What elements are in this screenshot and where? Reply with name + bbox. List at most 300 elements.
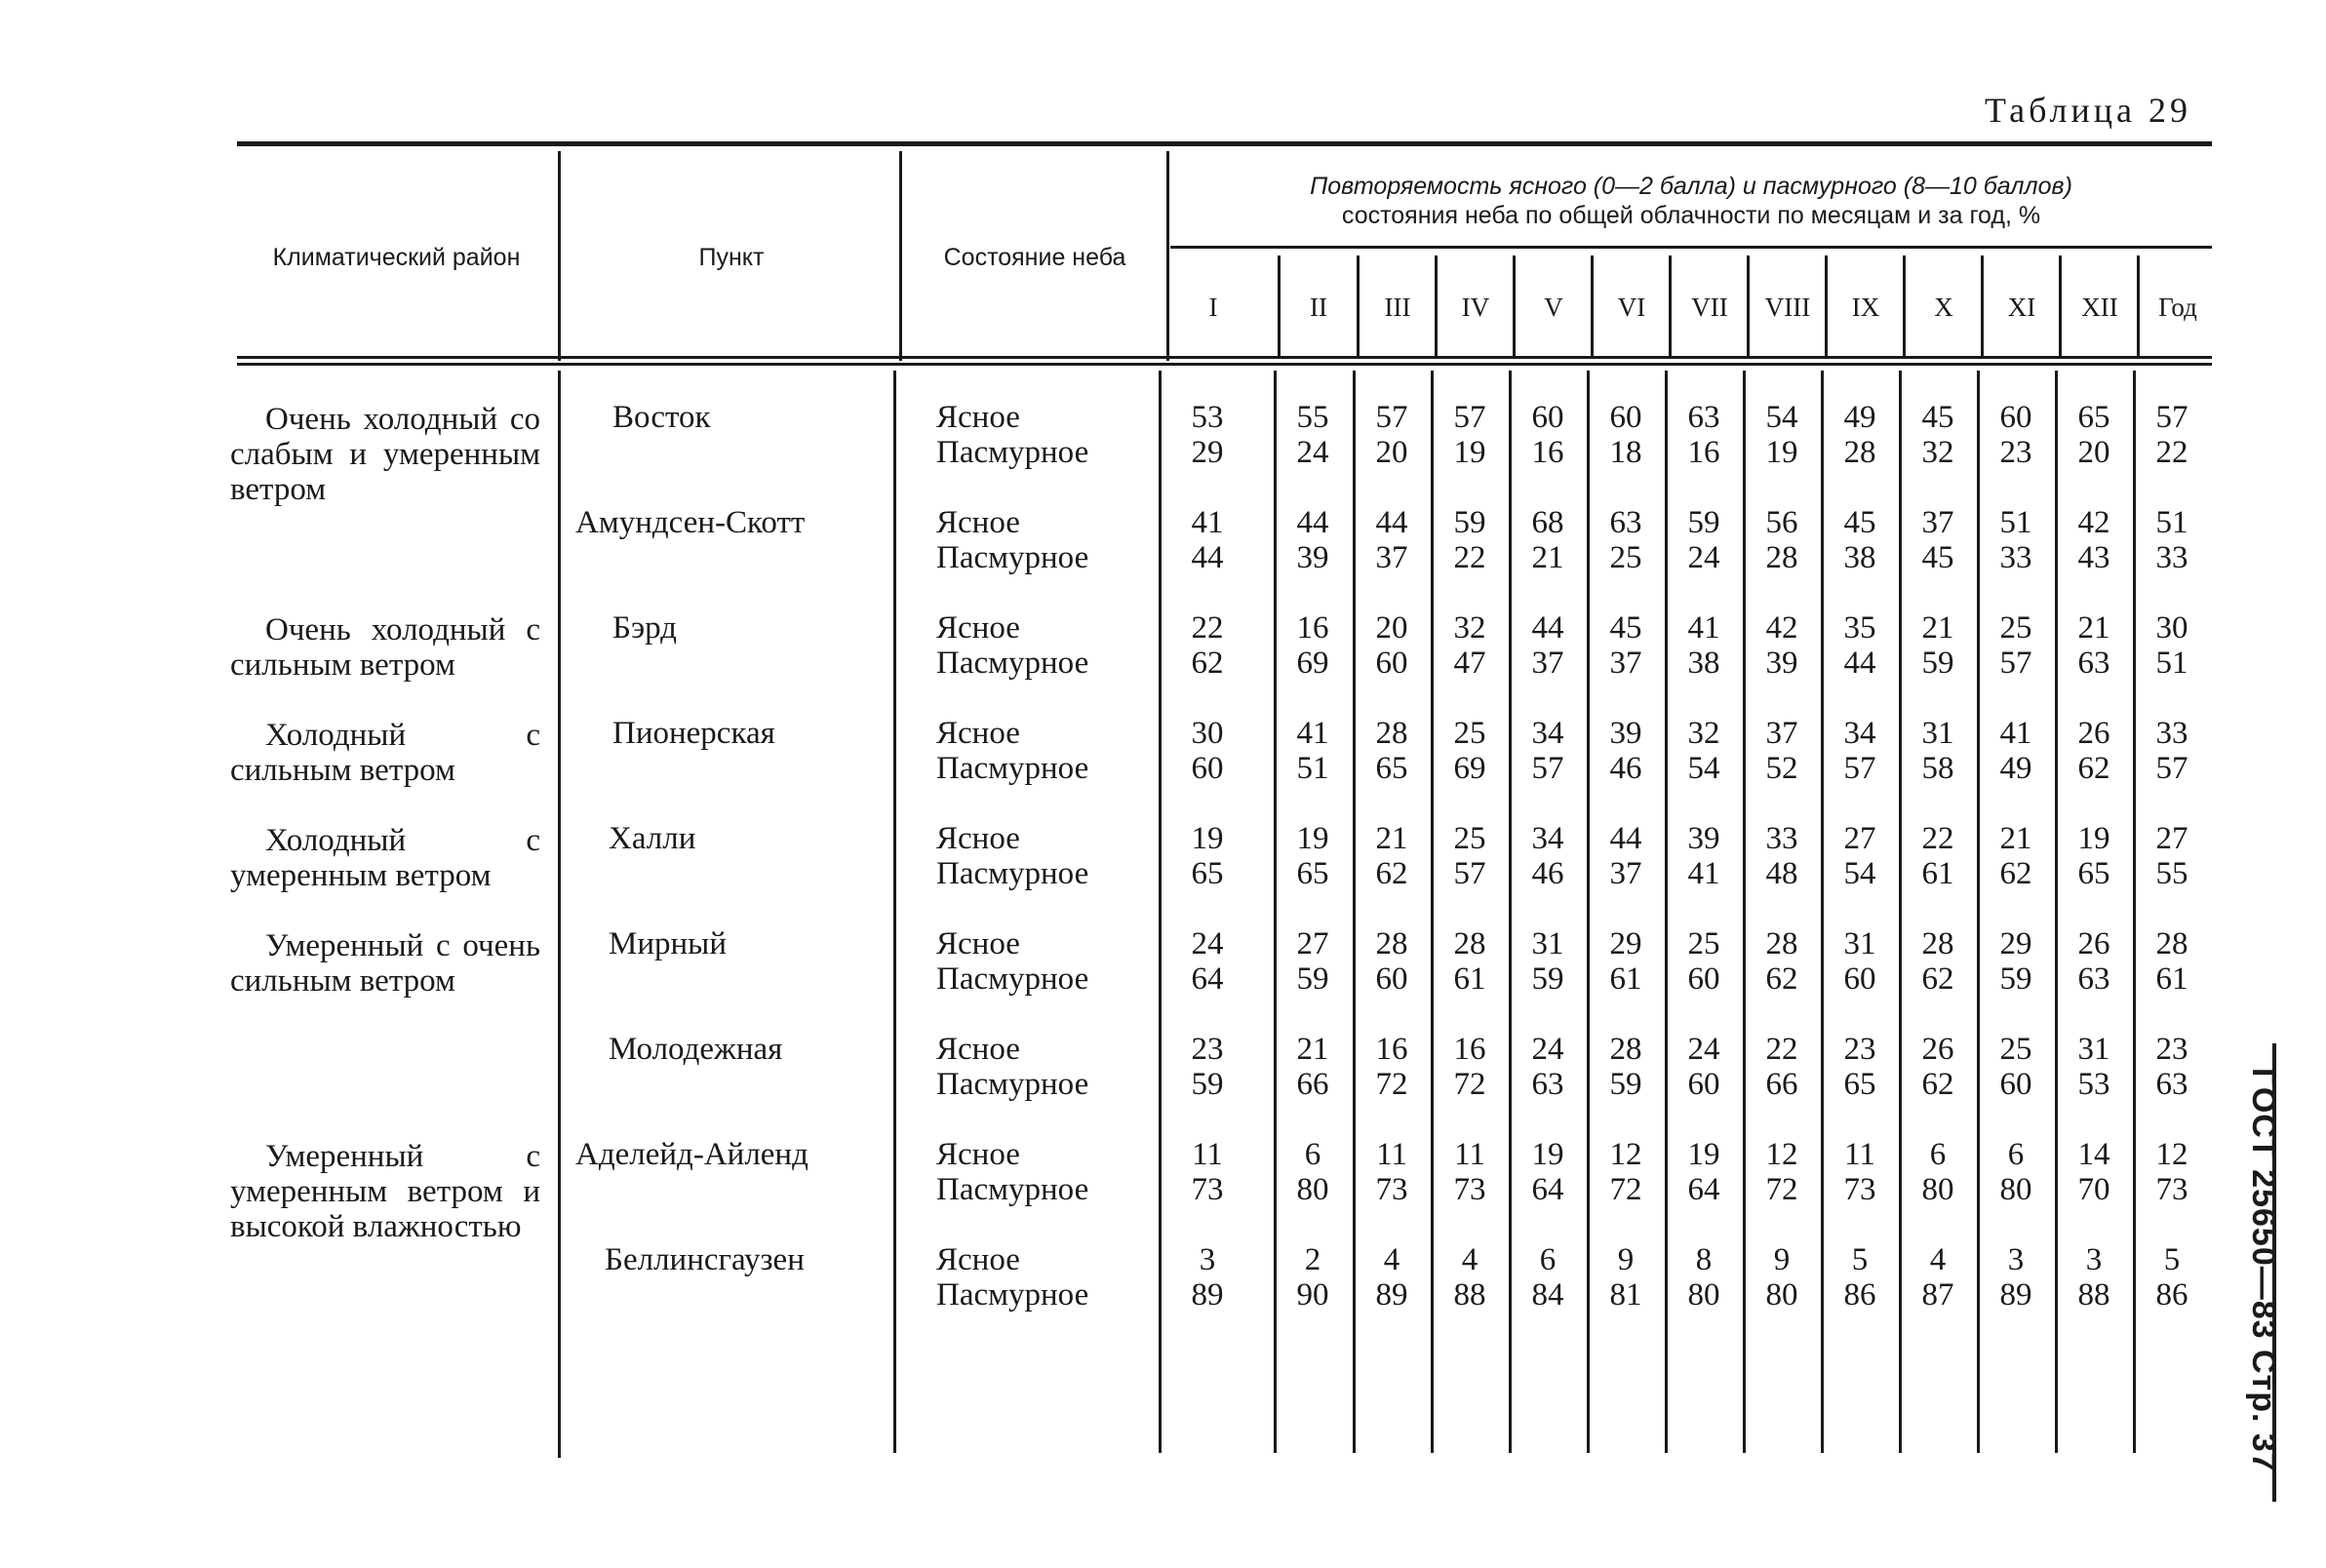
overcast-value: 66 [1765, 1067, 1798, 1102]
overcast-value: 65 [1843, 1067, 1876, 1102]
clear-value: 31 [2077, 1032, 2110, 1067]
clear-value: 11 [1192, 1137, 1223, 1172]
clear-value: 35 [1843, 610, 1876, 646]
overcast-value: 37 [1531, 646, 1564, 681]
overcast-value: 20 [2077, 435, 2110, 470]
clear-value: 16 [1296, 610, 1329, 646]
overcast-value: 24 [1296, 435, 1329, 470]
clear-value: 34 [1531, 716, 1564, 751]
overcast-value: 22 [1453, 540, 1486, 575]
clear-value: 4 [1461, 1242, 1478, 1277]
overcast-value: 57 [2155, 751, 2188, 786]
body-month-divider [1899, 371, 1902, 1453]
clear-value: 57 [1375, 400, 1408, 435]
overcast-value: 39 [1765, 646, 1798, 681]
month-header-divider [1513, 255, 1516, 358]
month-header-10: X [1934, 293, 1953, 322]
overcast-value: 72 [1453, 1067, 1486, 1102]
clear-value: 37 [1765, 716, 1798, 751]
overcast-value: 47 [1453, 646, 1486, 681]
overcast-value: 24 [1687, 540, 1720, 575]
overcast-value: 61 [2155, 961, 2188, 997]
clear-value: 25 [1999, 1032, 2032, 1067]
month-header-6: VI [1617, 293, 1646, 322]
header-station: Пункт [698, 244, 765, 271]
clear-value: 41 [1191, 505, 1224, 540]
clear-value: 19 [1191, 821, 1224, 856]
clear-value: 60 [1609, 400, 1642, 435]
overcast-value: 55 [2155, 856, 2188, 891]
overcast-value: 57 [1453, 856, 1486, 891]
clear-value: 57 [1453, 400, 1486, 435]
clear-value: 59 [1453, 505, 1486, 540]
month-header-divider [1747, 255, 1750, 358]
clear-value: 41 [1296, 716, 1329, 751]
station-name: Молодежная [609, 1032, 783, 1067]
overcast-value: 52 [1765, 751, 1798, 786]
month-header-divider [1903, 255, 1906, 358]
clear-value: 3 [1199, 1242, 1216, 1277]
clear-value: 25 [1687, 926, 1720, 961]
overcast-value: 16 [1687, 435, 1720, 470]
clear-value: 23 [1191, 1032, 1224, 1067]
clear-value: 3 [2085, 1242, 2103, 1277]
station-name: Амундсен-Скотт [575, 505, 806, 540]
overcast-value: 61 [1453, 961, 1486, 997]
overcast-value: 41 [1687, 856, 1720, 891]
overcast-value: 62 [1765, 961, 1798, 997]
clear-value: 44 [1609, 821, 1642, 856]
state-clear: Ясное [936, 1137, 1020, 1172]
overcast-value: 62 [2077, 751, 2110, 786]
overcast-value: 37 [1375, 540, 1408, 575]
clear-value: 19 [2077, 821, 2110, 856]
clear-value: 2 [1304, 1242, 1321, 1277]
overcast-value: 88 [2077, 1277, 2110, 1313]
overcast-value: 37 [1609, 646, 1642, 681]
clear-value: 25 [1453, 821, 1486, 856]
clear-value: 22 [1191, 610, 1224, 646]
clear-value: 34 [1531, 821, 1564, 856]
clear-value: 6 [2007, 1137, 2025, 1172]
overcast-value: 16 [1531, 435, 1564, 470]
month-header-divider [1435, 255, 1438, 358]
overcast-value: 60 [1375, 646, 1408, 681]
overcast-value: 44 [1191, 540, 1224, 575]
overcast-value: 80 [1296, 1172, 1329, 1207]
clear-value: 60 [1531, 400, 1564, 435]
header-frequency-line2: состояния неба по общей облачности по месяцам и за год, % [1341, 202, 2041, 229]
overcast-value: 66 [1296, 1067, 1329, 1102]
month-header-5: V [1544, 293, 1563, 322]
header-bottom-rule-1 [237, 356, 2212, 359]
clear-value: 44 [1296, 505, 1329, 540]
clear-value: 28 [2155, 926, 2188, 961]
state-clear: Ясное [936, 926, 1020, 961]
clear-value: 11 [1844, 1137, 1875, 1172]
overcast-value: 54 [1687, 751, 1720, 786]
clear-value: 37 [1921, 505, 1954, 540]
clear-value: 28 [1375, 926, 1408, 961]
overcast-value: 39 [1296, 540, 1329, 575]
overcast-value: 73 [1453, 1172, 1486, 1207]
overcast-value: 80 [1921, 1172, 1954, 1207]
clear-value: 16 [1375, 1032, 1408, 1067]
overcast-value: 33 [2155, 540, 2188, 575]
clear-value: 56 [1765, 505, 1798, 540]
overcast-value: 81 [1609, 1277, 1642, 1313]
clear-value: 14 [2077, 1137, 2110, 1172]
clear-value: 6 [1539, 1242, 1557, 1277]
clear-value: 68 [1531, 505, 1564, 540]
state-overcast: Пасмурное [936, 1172, 1089, 1207]
header-bottom-rule-2 [237, 363, 2212, 366]
state-clear: Ясное [936, 610, 1020, 646]
clear-value: 26 [2077, 926, 2110, 961]
overcast-value: 38 [1687, 646, 1720, 681]
header-frequency-line1: Повторяемость ясного (0—2 балла) и пасмурного (8—10 баллов) [1310, 173, 2072, 200]
clear-value: 21 [1999, 821, 2032, 856]
clear-value: 33 [1765, 821, 1798, 856]
month-header-12: XII [2081, 293, 2118, 322]
clear-value: 4 [1383, 1242, 1400, 1277]
overcast-value: 69 [1296, 646, 1329, 681]
clear-value: 12 [1609, 1137, 1642, 1172]
month-header-2: II [1310, 293, 1327, 322]
overcast-value: 59 [1531, 961, 1564, 997]
month-header-7: VII [1691, 293, 1728, 322]
clear-value: 32 [1687, 716, 1720, 751]
clear-value: 9 [1617, 1242, 1635, 1277]
clear-value: 24 [1531, 1032, 1564, 1067]
col-divider-state [1166, 151, 1169, 361]
clear-value: 53 [1191, 400, 1224, 435]
region-cold-strong-wind: Холодный с сильным ветром [230, 718, 540, 788]
month-header-4: IV [1461, 293, 1490, 322]
header-region: Климатический район [272, 244, 521, 271]
overcast-value: 60 [1191, 751, 1224, 786]
month-header-divider [1825, 255, 1828, 358]
body-month-divider [1665, 371, 1668, 1453]
overcast-value: 60 [1999, 1067, 2032, 1102]
overcast-value: 73 [2155, 1172, 2188, 1207]
overcast-value: 57 [1843, 751, 1876, 786]
overcast-value: 80 [1765, 1277, 1798, 1313]
overcast-value: 33 [1999, 540, 2032, 575]
header-sky-state: Состояние неба [943, 244, 1126, 271]
col-divider-region [558, 151, 561, 361]
overcast-value: 65 [2077, 856, 2110, 891]
station-name: Беллинсгаузен [605, 1242, 805, 1277]
overcast-value: 59 [1921, 646, 1954, 681]
clear-value: 28 [1375, 716, 1408, 751]
overcast-value: 43 [2077, 540, 2110, 575]
overcast-value: 60 [1375, 961, 1408, 997]
month-header-divider [1669, 255, 1672, 358]
overcast-value: 88 [1453, 1277, 1486, 1313]
overcast-value: 89 [1191, 1277, 1224, 1313]
clear-value: 60 [1999, 400, 2032, 435]
region-cold-moderate-wind: Холодный с умеренным ветром [230, 823, 540, 893]
clear-value: 42 [1765, 610, 1798, 646]
clear-value: 11 [1376, 1137, 1407, 1172]
overcast-value: 73 [1191, 1172, 1224, 1207]
overcast-value: 38 [1843, 540, 1876, 575]
clear-value: 21 [1296, 1032, 1329, 1067]
overcast-value: 73 [1843, 1172, 1876, 1207]
month-header-11: XI [2007, 293, 2036, 322]
month-header-divider [1278, 255, 1281, 358]
state-overcast: Пасмурное [936, 1277, 1089, 1313]
overcast-value: 45 [1921, 540, 1954, 575]
state-clear: Ясное [936, 821, 1020, 856]
clear-value: 19 [1296, 821, 1329, 856]
clear-value: 21 [1921, 610, 1954, 646]
col-divider-station [899, 151, 902, 361]
clear-value: 65 [2077, 400, 2110, 435]
station-name: Бэрд [612, 610, 677, 646]
clear-value: 16 [1453, 1032, 1486, 1067]
overcast-value: 58 [1921, 751, 1954, 786]
clear-value: 28 [1453, 926, 1486, 961]
header-subrule [1170, 246, 2212, 249]
overcast-value: 46 [1609, 751, 1642, 786]
clear-value: 41 [1687, 610, 1720, 646]
month-header-divider [1357, 255, 1360, 358]
clear-value: 27 [2155, 821, 2188, 856]
overcast-value: 80 [1687, 1277, 1720, 1313]
overcast-value: 65 [1375, 751, 1408, 786]
month-header-divider [1981, 255, 1984, 358]
overcast-value: 63 [2077, 646, 2110, 681]
clear-value: 9 [1773, 1242, 1791, 1277]
region-very-cold-weak-wind: Очень холодный со слабым и умеренным ветром [230, 402, 540, 507]
clear-value: 26 [1921, 1032, 1954, 1067]
state-overcast: Пасмурное [936, 961, 1089, 997]
clear-value: 39 [1687, 821, 1720, 856]
overcast-value: 69 [1453, 751, 1486, 786]
body-divider-state [1159, 371, 1162, 1453]
clear-value: 25 [1999, 610, 2032, 646]
clear-value: 5 [2163, 1242, 2181, 1277]
station-name: Пионерская [612, 716, 775, 751]
month-header-8: VIII [1764, 293, 1811, 322]
overcast-value: 70 [2077, 1172, 2110, 1207]
clear-value: 27 [1296, 926, 1329, 961]
month-header-9: IX [1851, 293, 1880, 322]
overcast-value: 64 [1531, 1172, 1564, 1207]
clear-value: 12 [2155, 1137, 2188, 1172]
overcast-value: 19 [1765, 435, 1798, 470]
clear-value: 30 [1191, 716, 1224, 751]
body-month-divider [1587, 371, 1590, 1453]
body-month-divider [1431, 371, 1434, 1453]
overcast-value: 59 [1609, 1067, 1642, 1102]
body-month-divider [2055, 371, 2058, 1453]
overcast-value: 22 [2155, 435, 2188, 470]
overcast-value: 73 [1375, 1172, 1408, 1207]
overcast-value: 90 [1296, 1277, 1329, 1313]
clear-value: 4 [1929, 1242, 1947, 1277]
body-month-divider [2133, 371, 2136, 1453]
clear-value: 32 [1453, 610, 1486, 646]
clear-value: 31 [1531, 926, 1564, 961]
month-header-divider [2059, 255, 2062, 358]
overcast-value: 87 [1921, 1277, 1954, 1313]
clear-value: 39 [1609, 716, 1642, 751]
overcast-value: 60 [1687, 961, 1720, 997]
clear-value: 51 [2155, 505, 2188, 540]
clear-value: 63 [1609, 505, 1642, 540]
clear-value: 49 [1843, 400, 1876, 435]
overcast-value: 32 [1921, 435, 1954, 470]
overcast-value: 54 [1843, 856, 1876, 891]
month-header-1: I [1208, 293, 1218, 322]
state-clear: Ясное [936, 716, 1020, 751]
clear-value: 44 [1375, 505, 1408, 540]
clear-value: 12 [1765, 1137, 1798, 1172]
overcast-value: 20 [1375, 435, 1408, 470]
overcast-value: 21 [1531, 540, 1564, 575]
clear-value: 28 [1765, 926, 1798, 961]
state-clear: Ясное [936, 1242, 1020, 1277]
station-name: Халли [609, 821, 696, 856]
clear-value: 26 [2077, 716, 2110, 751]
overcast-value: 61 [1921, 856, 1954, 891]
overcast-value: 63 [2155, 1067, 2188, 1102]
clear-value: 11 [1454, 1137, 1485, 1172]
overcast-value: 46 [1531, 856, 1564, 891]
clear-value: 63 [1687, 400, 1720, 435]
clear-value: 6 [1929, 1137, 1947, 1172]
overcast-value: 86 [1843, 1277, 1876, 1313]
overcast-value: 80 [1999, 1172, 2032, 1207]
overcast-value: 62 [1921, 961, 1954, 997]
region-moderate-humid: Умеренный с умеренным ветром и высокой влажностью [230, 1139, 540, 1244]
month-header-3: III [1384, 293, 1411, 322]
clear-value: 33 [2155, 716, 2188, 751]
clear-value: 41 [1999, 716, 2032, 751]
clear-value: 27 [1843, 821, 1876, 856]
clear-value: 28 [1609, 1032, 1642, 1067]
clear-value: 31 [1921, 716, 1954, 751]
overcast-value: 72 [1765, 1172, 1798, 1207]
region-very-cold-strong-wind: Очень холодный с сильным ветром [230, 612, 540, 683]
overcast-value: 28 [1843, 435, 1876, 470]
clear-value: 54 [1765, 400, 1798, 435]
overcast-value: 29 [1191, 435, 1224, 470]
overcast-value: 84 [1531, 1277, 1564, 1313]
clear-value: 45 [1921, 400, 1954, 435]
overcast-value: 65 [1191, 856, 1224, 891]
overcast-value: 62 [1191, 646, 1224, 681]
body-month-divider [1743, 371, 1746, 1453]
header-frequency [1170, 172, 2212, 230]
clear-value: 22 [1921, 821, 1954, 856]
state-overcast: Пасмурное [936, 856, 1089, 891]
body-month-divider [1509, 371, 1512, 1453]
overcast-value: 53 [2077, 1067, 2110, 1102]
overcast-value: 63 [2077, 961, 2110, 997]
overcast-value: 48 [1765, 856, 1798, 891]
body-month-divider [1821, 371, 1824, 1453]
clear-value: 23 [2155, 1032, 2188, 1067]
overcast-value: 62 [1375, 856, 1408, 891]
station-name: Мирный [609, 926, 727, 961]
overcast-value: 72 [1375, 1067, 1408, 1102]
state-overcast: Пасмурное [936, 1067, 1089, 1102]
clear-value: 8 [1695, 1242, 1713, 1277]
body-month-divider [1353, 371, 1356, 1453]
clear-value: 21 [1375, 821, 1408, 856]
overcast-value: 89 [1999, 1277, 2032, 1313]
clear-value: 30 [2155, 610, 2188, 646]
clear-value: 31 [1843, 926, 1876, 961]
overcast-value: 62 [1999, 856, 2032, 891]
clear-value: 44 [1531, 610, 1564, 646]
overcast-value: 57 [1999, 646, 2032, 681]
overcast-value: 60 [1843, 961, 1876, 997]
overcast-value: 18 [1609, 435, 1642, 470]
overcast-value: 89 [1375, 1277, 1408, 1313]
clear-value: 28 [1921, 926, 1954, 961]
state-overcast: Пасмурное [936, 751, 1089, 786]
overcast-value: 37 [1609, 856, 1642, 891]
overcast-value: 61 [1609, 961, 1642, 997]
clear-value: 45 [1609, 610, 1642, 646]
overcast-value: 72 [1609, 1172, 1642, 1207]
clear-value: 29 [1999, 926, 2032, 961]
clear-value: 24 [1191, 926, 1224, 961]
overcast-value: 60 [1687, 1067, 1720, 1102]
overcast-value: 23 [1999, 435, 2032, 470]
state-overcast: Пасмурное [936, 646, 1089, 681]
state-overcast: Пасмурное [936, 435, 1089, 470]
clear-value: 42 [2077, 505, 2110, 540]
overcast-value: 86 [2155, 1277, 2188, 1313]
state-overcast: Пасмурное [936, 540, 1089, 575]
state-clear: Ясное [936, 505, 1020, 540]
overcast-value: 57 [1531, 751, 1564, 786]
station-name: Восток [612, 400, 711, 435]
region-moderate-very-strong-wind: Умеренный с очень сильным ветром [230, 928, 540, 999]
clear-value: 57 [2155, 400, 2188, 435]
overcast-value: 64 [1687, 1172, 1720, 1207]
clear-value: 24 [1687, 1032, 1720, 1067]
clear-value: 59 [1687, 505, 1720, 540]
body-month-divider [1977, 371, 1980, 1453]
clear-value: 19 [1531, 1137, 1564, 1172]
clear-value: 34 [1843, 716, 1876, 751]
table-label: Таблица 29 [1985, 91, 2191, 130]
clear-value: 19 [1687, 1137, 1720, 1172]
gost-page-reference: ГОСТ 25650—83 Стр. 37 [2245, 1068, 2282, 1472]
state-clear: Ясное [936, 400, 1020, 435]
month-header-13: Год [2158, 293, 2197, 322]
clear-value: 25 [1453, 716, 1486, 751]
clear-value: 45 [1843, 505, 1876, 540]
overcast-value: 64 [1191, 961, 1224, 997]
month-header-divider [2137, 255, 2140, 358]
month-header-divider [1591, 255, 1594, 358]
overcast-value: 28 [1765, 540, 1798, 575]
overcast-value: 59 [1999, 961, 2032, 997]
clear-value: 6 [1304, 1137, 1321, 1172]
top-rule [237, 141, 2212, 146]
overcast-value: 65 [1296, 856, 1329, 891]
clear-value: 3 [2007, 1242, 2025, 1277]
overcast-value: 19 [1453, 435, 1486, 470]
